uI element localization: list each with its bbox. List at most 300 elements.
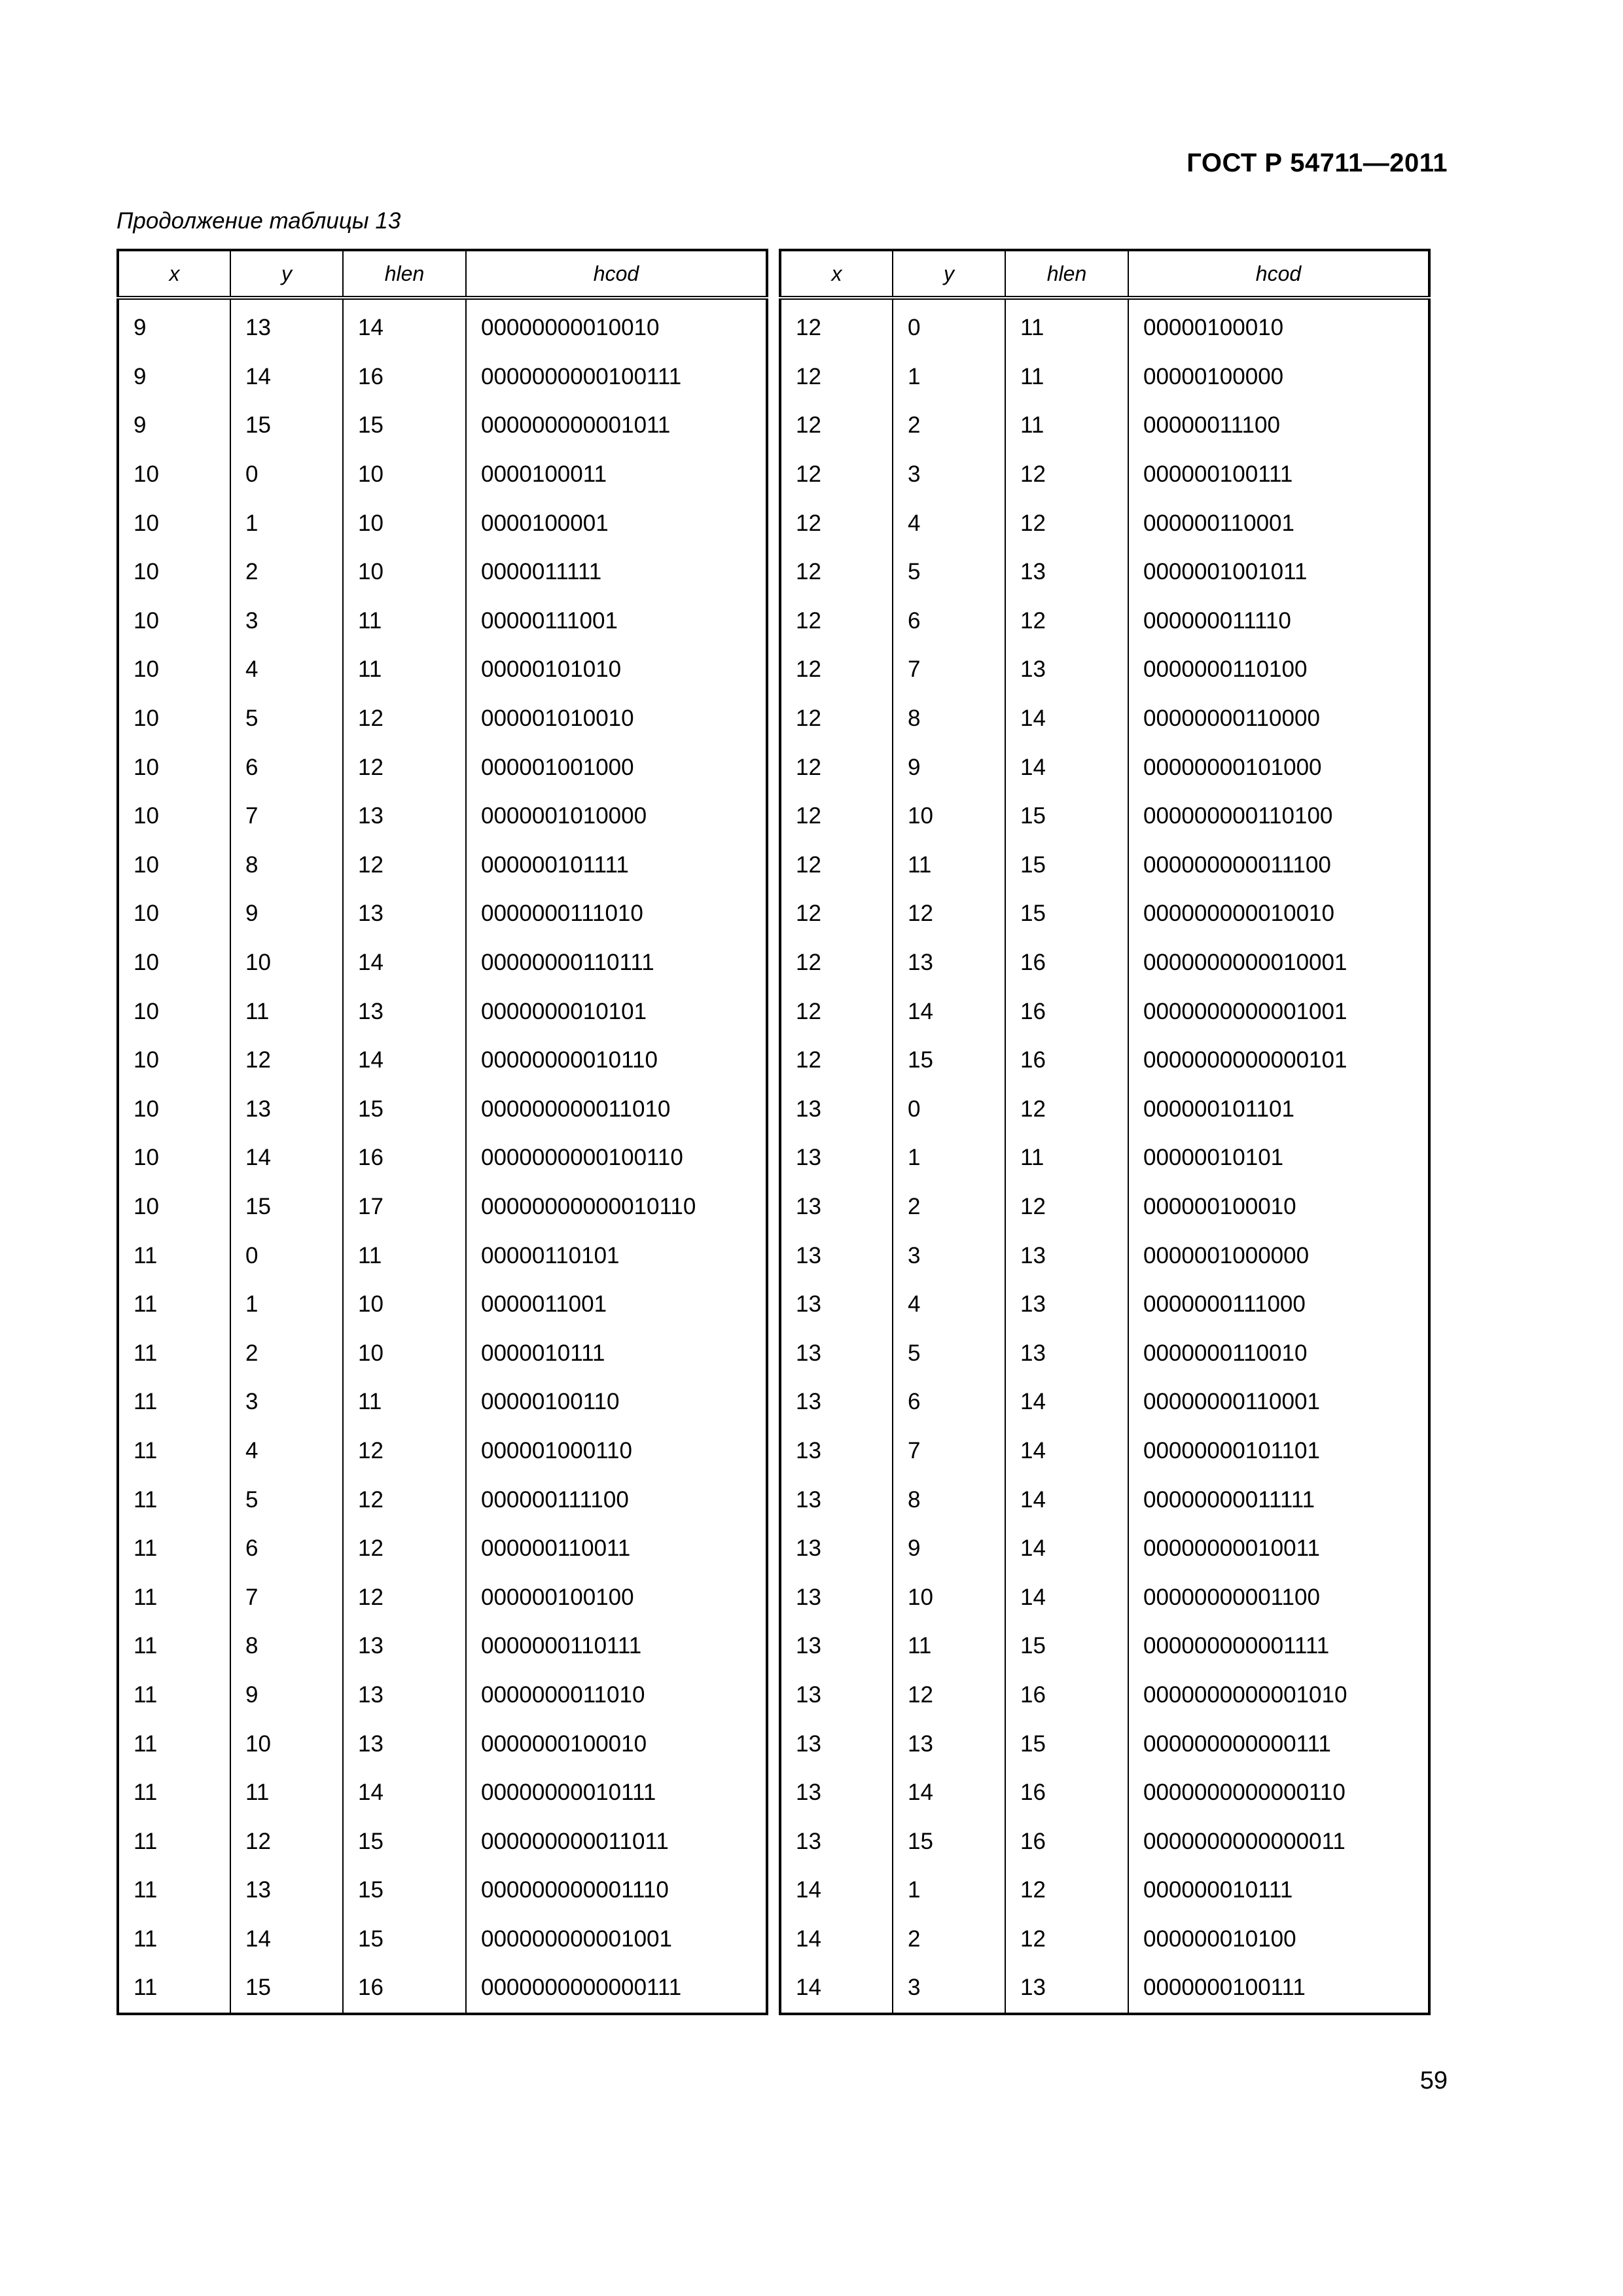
- cell-y: 2: [893, 401, 1005, 450]
- cell-hcod: 00000000110111: [466, 939, 767, 988]
- column-header-y: y: [893, 250, 1005, 298]
- cell-x: 13: [780, 1378, 893, 1427]
- cell-hcod: 0000000000001001: [1128, 987, 1429, 1036]
- table-row: [118, 499, 767, 548]
- cell-hcod: 0000000000000110: [1128, 1768, 1429, 1818]
- cell-x: 14: [780, 1866, 893, 1915]
- cell-hlen: 12: [343, 841, 466, 890]
- cell-x: 11: [118, 1329, 230, 1378]
- table-left: [116, 249, 768, 2015]
- cell-y: 3: [230, 1378, 343, 1427]
- cell-hcod: 000000110001: [1128, 499, 1429, 548]
- cell-x: 10: [118, 597, 230, 646]
- cell-x: 12: [780, 939, 893, 988]
- cell-x: 12: [780, 841, 893, 890]
- cell-y: 0: [893, 298, 1005, 353]
- table-row: [118, 1134, 767, 1183]
- cell-x: 12: [780, 743, 893, 792]
- cell-y: 3: [230, 597, 343, 646]
- cell-hlen: 13: [343, 889, 466, 939]
- column-header-x: x: [118, 250, 230, 298]
- cell-hcod: 0000011001: [466, 1280, 767, 1329]
- cell-hcod: 000000010100: [1128, 1915, 1429, 1964]
- cell-y: 8: [893, 694, 1005, 744]
- cell-hcod: 000000100100: [466, 1573, 767, 1622]
- table-row: [780, 694, 1429, 744]
- cell-hlen: 10: [343, 499, 466, 548]
- table-row: [118, 1085, 767, 1134]
- table-row: [780, 298, 1429, 353]
- cell-x: 10: [118, 450, 230, 499]
- table-row: [118, 401, 767, 450]
- cell-y: 6: [893, 597, 1005, 646]
- cell-hlen: 16: [1005, 1036, 1128, 1085]
- cell-hcod: 00000000001100: [1128, 1573, 1429, 1622]
- cell-hlen: 13: [1005, 645, 1128, 694]
- cell-y: 8: [230, 841, 343, 890]
- cell-hcod: 000000000011010: [466, 1085, 767, 1134]
- cell-hlen: 13: [343, 1671, 466, 1720]
- cell-y: 7: [230, 792, 343, 841]
- cell-y: 10: [230, 939, 343, 988]
- cell-hcod: 00000100000: [1128, 353, 1429, 402]
- cell-y: 1: [893, 1866, 1005, 1915]
- cell-y: 5: [893, 1329, 1005, 1378]
- cell-y: 4: [893, 499, 1005, 548]
- cell-y: 9: [893, 1524, 1005, 1573]
- cell-x: 11: [118, 1866, 230, 1915]
- cell-hlen: 12: [343, 1524, 466, 1573]
- table-row: [118, 694, 767, 744]
- cell-y: 2: [893, 1915, 1005, 1964]
- cell-hlen: 12: [1005, 1183, 1128, 1232]
- cell-hlen: 12: [343, 1427, 466, 1476]
- table-row: [780, 1085, 1429, 1134]
- cell-hlen: 10: [343, 1280, 466, 1329]
- cell-hcod: 00000000101101: [1128, 1427, 1429, 1476]
- column-header-hcod: hcod: [466, 250, 767, 298]
- table-row: [118, 1280, 767, 1329]
- cell-y: 12: [230, 1817, 343, 1866]
- cell-hcod: 0000000110111: [466, 1622, 767, 1671]
- cell-hlen: 14: [1005, 1378, 1128, 1427]
- cell-hlen: 15: [1005, 1622, 1128, 1671]
- table-caption: Продолжение таблицы 13: [116, 208, 401, 234]
- cell-x: 11: [118, 1427, 230, 1476]
- cell-y: 12: [893, 1671, 1005, 1720]
- cell-y: 8: [230, 1622, 343, 1671]
- cell-x: 12: [780, 401, 893, 450]
- cell-hlen: 11: [1005, 401, 1128, 450]
- table-row: [780, 1622, 1429, 1671]
- cell-x: 11: [118, 1964, 230, 2014]
- cell-x: 10: [118, 987, 230, 1036]
- cell-x: 12: [780, 548, 893, 597]
- cell-hcod: 000000000001111: [1128, 1622, 1429, 1671]
- cell-y: 14: [893, 1768, 1005, 1818]
- cell-hlen: 14: [343, 1768, 466, 1818]
- cell-hcod: 00000011100: [1128, 401, 1429, 450]
- cell-y: 1: [230, 499, 343, 548]
- table-row: [780, 1378, 1429, 1427]
- cell-y: 2: [230, 1329, 343, 1378]
- cell-y: 7: [893, 645, 1005, 694]
- cell-hlen: 17: [343, 1183, 466, 1232]
- cell-x: 12: [780, 353, 893, 402]
- cell-hlen: 16: [343, 1964, 466, 2014]
- cell-y: 3: [893, 1964, 1005, 2014]
- cell-y: 12: [893, 889, 1005, 939]
- table-row: [118, 1817, 767, 1866]
- cell-hlen: 12: [1005, 1915, 1128, 1964]
- cell-y: 15: [230, 401, 343, 450]
- cell-x: 12: [780, 889, 893, 939]
- cell-hcod: 00000000010110: [466, 1036, 767, 1085]
- table-row: [780, 1134, 1429, 1183]
- cell-y: 13: [230, 298, 343, 353]
- table-row: [780, 499, 1429, 548]
- cell-hlen: 13: [343, 1719, 466, 1768]
- cell-x: 11: [118, 1768, 230, 1818]
- cell-x: 11: [118, 1231, 230, 1280]
- table-row: [118, 1524, 767, 1573]
- table-row: [780, 1768, 1429, 1818]
- cell-hlen: 12: [1005, 1085, 1128, 1134]
- cell-hlen: 12: [1005, 597, 1128, 646]
- cell-x: 13: [780, 1183, 893, 1232]
- cell-y: 15: [893, 1817, 1005, 1866]
- table-row: [118, 939, 767, 988]
- cell-x: 11: [118, 1719, 230, 1768]
- table-row: [118, 298, 767, 353]
- cell-hlen: 13: [1005, 1231, 1128, 1280]
- cell-y: 6: [893, 1378, 1005, 1427]
- cell-y: 15: [893, 1036, 1005, 1085]
- cell-hcod: 0000100011: [466, 450, 767, 499]
- cell-x: 10: [118, 743, 230, 792]
- cell-hlen: 11: [1005, 1134, 1128, 1183]
- cell-x: 14: [780, 1964, 893, 2014]
- table-row: [118, 889, 767, 939]
- table-row: [118, 1378, 767, 1427]
- cell-hcod: 00000000110001: [1128, 1378, 1429, 1427]
- cell-x: 10: [118, 1134, 230, 1183]
- cell-y: 14: [230, 1134, 343, 1183]
- cell-hlen: 15: [343, 401, 466, 450]
- cell-y: 5: [893, 548, 1005, 597]
- cell-y: 3: [893, 450, 1005, 499]
- cell-x: 11: [118, 1573, 230, 1622]
- cell-hcod: 00000111001: [466, 597, 767, 646]
- cell-hcod: 000000000001110: [466, 1866, 767, 1915]
- table-row: [780, 401, 1429, 450]
- cell-x: 10: [118, 889, 230, 939]
- cell-y: 11: [893, 841, 1005, 890]
- cell-x: 10: [118, 548, 230, 597]
- cell-y: 13: [893, 939, 1005, 988]
- cell-y: 1: [893, 1134, 1005, 1183]
- cell-y: 12: [230, 1036, 343, 1085]
- cell-y: 10: [893, 792, 1005, 841]
- table-row: [118, 1231, 767, 1280]
- cell-hlen: 13: [343, 987, 466, 1036]
- table-row: [118, 1622, 767, 1671]
- cell-x: 14: [780, 1915, 893, 1964]
- cell-y: 5: [230, 1475, 343, 1524]
- cell-x: 13: [780, 1817, 893, 1866]
- cell-y: 9: [893, 743, 1005, 792]
- cell-hcod: 000000101101: [1128, 1085, 1429, 1134]
- cell-hlen: 13: [1005, 1329, 1128, 1378]
- cell-y: 4: [230, 1427, 343, 1476]
- table-row: [118, 1866, 767, 1915]
- table-row: [780, 597, 1429, 646]
- cell-hlen: 15: [1005, 841, 1128, 890]
- cell-hlen: 14: [1005, 743, 1128, 792]
- cell-hcod: 000000000001001: [466, 1915, 767, 1964]
- cell-hlen: 11: [1005, 353, 1128, 402]
- column-header-x: x: [780, 250, 893, 298]
- cell-x: 10: [118, 841, 230, 890]
- cell-hcod: 000000000110100: [1128, 792, 1429, 841]
- table-row: [118, 1475, 767, 1524]
- cell-hlen: 16: [1005, 1768, 1128, 1818]
- cell-hcod: 0000000110010: [1128, 1329, 1429, 1378]
- table-row: [780, 1817, 1429, 1866]
- table-row: [780, 1036, 1429, 1085]
- cell-y: 0: [230, 1231, 343, 1280]
- document-header: ГОСТ Р 54711—2011: [1186, 149, 1448, 177]
- cell-hlen: 12: [343, 1573, 466, 1622]
- table-row: [780, 548, 1429, 597]
- cell-hcod: 00000000101000: [1128, 743, 1429, 792]
- table-row: [118, 743, 767, 792]
- cell-x: 12: [780, 499, 893, 548]
- table-row: [780, 1915, 1429, 1964]
- cell-hcod: 0000000010101: [466, 987, 767, 1036]
- cell-hlen: 11: [343, 645, 466, 694]
- cell-y: 10: [893, 1573, 1005, 1622]
- cell-hcod: 000001000110: [466, 1427, 767, 1476]
- column-header-hlen: hlen: [343, 250, 466, 298]
- table-row: [118, 841, 767, 890]
- cell-hcod: 0000000000010001: [1128, 939, 1429, 988]
- cell-y: 6: [230, 1524, 343, 1573]
- table-row: [118, 1427, 767, 1476]
- cell-hlen: 10: [343, 1329, 466, 1378]
- table-row: [780, 1329, 1429, 1378]
- cell-hlen: 16: [1005, 987, 1128, 1036]
- cell-hcod: 0000001000000: [1128, 1231, 1429, 1280]
- cell-hlen: 12: [1005, 499, 1128, 548]
- cell-x: 10: [118, 1085, 230, 1134]
- cell-x: 13: [780, 1475, 893, 1524]
- cell-hlen: 13: [1005, 1280, 1128, 1329]
- table-row: [118, 1768, 767, 1818]
- cell-x: 11: [118, 1817, 230, 1866]
- cell-hlen: 14: [1005, 1573, 1128, 1622]
- cell-hcod: 000000000011011: [466, 1817, 767, 1866]
- cell-x: 11: [118, 1524, 230, 1573]
- table-row: [780, 743, 1429, 792]
- cell-hlen: 10: [343, 548, 466, 597]
- cell-hcod: 0000000000100110: [466, 1134, 767, 1183]
- cell-hlen: 15: [343, 1915, 466, 1964]
- cell-hlen: 12: [1005, 1866, 1128, 1915]
- cell-hcod: 000000011110: [1128, 597, 1429, 646]
- cell-x: 13: [780, 1427, 893, 1476]
- cell-hlen: 11: [1005, 298, 1128, 353]
- cell-y: 15: [230, 1964, 343, 2014]
- cell-hlen: 16: [343, 353, 466, 402]
- cell-y: 1: [893, 353, 1005, 402]
- table-row: [780, 1427, 1429, 1476]
- cell-hcod: 0000000000100111: [466, 353, 767, 402]
- cell-x: 12: [780, 1036, 893, 1085]
- cell-hcod: 000000010111: [1128, 1866, 1429, 1915]
- cell-y: 8: [893, 1475, 1005, 1524]
- cell-hcod: 000000000010010: [1128, 889, 1429, 939]
- table-row: [118, 1671, 767, 1720]
- table-row: [118, 1719, 767, 1768]
- cell-y: 4: [230, 645, 343, 694]
- cell-hcod: 0000100001: [466, 499, 767, 548]
- cell-hcod: 0000000100010: [466, 1719, 767, 1768]
- table-row: [780, 1280, 1429, 1329]
- cell-x: 10: [118, 1036, 230, 1085]
- cell-y: 7: [893, 1427, 1005, 1476]
- cell-hlen: 13: [1005, 1964, 1128, 2014]
- cell-hcod: 0000001010000: [466, 792, 767, 841]
- table-row: [118, 1915, 767, 1964]
- table-row: [780, 889, 1429, 939]
- cell-hcod: 000000000000111: [1128, 1719, 1429, 1768]
- cell-x: 11: [118, 1915, 230, 1964]
- cell-y: 11: [230, 987, 343, 1036]
- table-header-row: [118, 250, 767, 298]
- cell-hcod: 00000010101: [1128, 1134, 1429, 1183]
- cell-y: 10: [230, 1719, 343, 1768]
- cell-hlen: 15: [1005, 1719, 1128, 1768]
- cell-y: 7: [230, 1573, 343, 1622]
- cell-hcod: 0000000110100: [1128, 645, 1429, 694]
- cell-x: 12: [780, 298, 893, 353]
- cell-hlen: 15: [1005, 792, 1128, 841]
- cell-x: 13: [780, 1134, 893, 1183]
- table-row: [780, 1964, 1429, 2014]
- cell-x: 9: [118, 298, 230, 353]
- cell-hlen: 16: [1005, 1671, 1128, 1720]
- cell-hcod: 0000000100111: [1128, 1964, 1429, 2014]
- cell-y: 5: [230, 694, 343, 744]
- cell-hcod: 0000000000001010: [1128, 1671, 1429, 1720]
- table-row: [118, 1183, 767, 1232]
- cell-hcod: 00000000000010110: [466, 1183, 767, 1232]
- cell-hcod: 00000101010: [466, 645, 767, 694]
- table-row: [780, 353, 1429, 402]
- cell-hlen: 14: [343, 939, 466, 988]
- cell-hlen: 16: [343, 1134, 466, 1183]
- cell-hlen: 15: [343, 1866, 466, 1915]
- cell-hcod: 00000000010011: [1128, 1524, 1429, 1573]
- table-row: [780, 1524, 1429, 1573]
- cell-hcod: 0000001001011: [1128, 548, 1429, 597]
- cell-y: 14: [230, 1915, 343, 1964]
- cell-hlen: 11: [343, 1378, 466, 1427]
- table-row: [118, 1964, 767, 2014]
- cell-hcod: 0000011111: [466, 548, 767, 597]
- cell-x: 12: [780, 597, 893, 646]
- cell-hcod: 00000000010111: [466, 1768, 767, 1818]
- cell-x: 9: [118, 353, 230, 402]
- column-header-y: y: [230, 250, 343, 298]
- cell-y: 2: [230, 548, 343, 597]
- cell-hcod: 000000110011: [466, 1524, 767, 1573]
- cell-hlen: 10: [343, 450, 466, 499]
- table-right: [779, 249, 1431, 2015]
- cell-hcod: 000000100010: [1128, 1183, 1429, 1232]
- table-row: [118, 645, 767, 694]
- table-row: [118, 548, 767, 597]
- cell-x: 12: [780, 987, 893, 1036]
- cell-x: 10: [118, 694, 230, 744]
- cell-y: 2: [893, 1183, 1005, 1232]
- cell-y: 11: [893, 1622, 1005, 1671]
- cell-hcod: 00000000110000: [1128, 694, 1429, 744]
- cell-y: 11: [230, 1768, 343, 1818]
- cell-hlen: 12: [343, 743, 466, 792]
- cell-hlen: 14: [343, 298, 466, 353]
- cell-hlen: 14: [343, 1036, 466, 1085]
- cell-hlen: 13: [343, 792, 466, 841]
- cell-hcod: 0000000000000101: [1128, 1036, 1429, 1085]
- cell-y: 13: [230, 1085, 343, 1134]
- cell-y: 13: [893, 1719, 1005, 1768]
- table-row: [118, 353, 767, 402]
- cell-y: 0: [230, 450, 343, 499]
- cell-hcod: 00000100010: [1128, 298, 1429, 353]
- cell-x: 13: [780, 1085, 893, 1134]
- cell-y: 9: [230, 1671, 343, 1720]
- table-header-row: [780, 250, 1429, 298]
- cell-hlen: 15: [1005, 889, 1128, 939]
- cell-x: 10: [118, 499, 230, 548]
- cell-hlen: 13: [1005, 548, 1128, 597]
- cell-y: 14: [893, 987, 1005, 1036]
- cell-hlen: 16: [1005, 939, 1128, 988]
- cell-x: 12: [780, 792, 893, 841]
- column-header-hcod: hcod: [1128, 250, 1429, 298]
- table-row: [780, 450, 1429, 499]
- cell-x: 11: [118, 1622, 230, 1671]
- cell-hlen: 11: [343, 597, 466, 646]
- table-row: [118, 450, 767, 499]
- cell-x: 13: [780, 1280, 893, 1329]
- cell-x: 12: [780, 645, 893, 694]
- cell-x: 12: [780, 694, 893, 744]
- table-row: [118, 792, 767, 841]
- cell-hlen: 16: [1005, 1817, 1128, 1866]
- cell-x: 11: [118, 1671, 230, 1720]
- table-row: [118, 597, 767, 646]
- table-row: [780, 1719, 1429, 1768]
- cell-hcod: 0000000011010: [466, 1671, 767, 1720]
- cell-x: 10: [118, 1183, 230, 1232]
- table-row: [118, 1329, 767, 1378]
- table-row: [780, 1231, 1429, 1280]
- cell-hcod: 000000100111: [1128, 450, 1429, 499]
- cell-hcod: 00000110101: [466, 1231, 767, 1280]
